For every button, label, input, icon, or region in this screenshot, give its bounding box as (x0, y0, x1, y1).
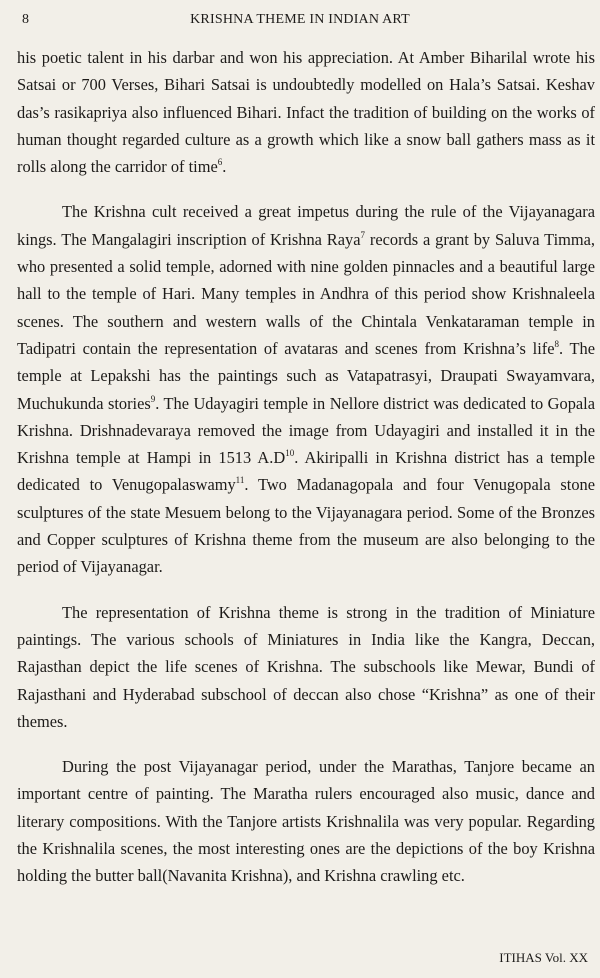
page-number: 8 (22, 12, 29, 27)
paragraph-1-text: his poetic talent in his darbar and won his appreciation. At Amber Biharilal wrote his Satsai or 700 Verses, Bihari Satsai is undoubtedly modelled on Hala’s Satsai. Keshav das’s rasikapriya also influenced Bihari. Infact the tradition of building on the works of human thought regarded culture as a growth which like a snow ball gathers mass as it rolls along the carridor of time (17, 48, 595, 177)
paragraph-2-text-d: . The Udayagiri temple in Nellore district was dedicated to Gopala Krishna. Drishnadevaraya removed the image from Udayagiri and installed it in the Krishna temple at Hampi in 1513 A.D (17, 393, 595, 468)
paragraph-2-text-a: The Krishna cult received a great impetus during the rule of the Vijayanagara kings. The Mangalagiri inscription of Krishna Raya (17, 202, 595, 249)
paragraph-2-text-b: records a grant by Saluva Timma, who presented a solid temple, adorned with nine golden pinnacles and a beautiful large hall to the temple of Hari. Many temples in Andhra of this period show Krishnaleela scenes. The southern and western walls of the Chintala Venkataraman temple in Tadipatri contain the representation of avataras and scenes from Krishna’s life (17, 229, 596, 358)
paragraph-4: During the post Vijayanagar period, under the Marathas, Tanjore became an important centre of painting. The Maratha rulers encouraged also music, dance and literary compositions. With the Tanjore artists Krishnalila was very popular. Regarding the Krishnalila scenes, the most interesting ones are the depictions of the boy Krishna holding the butter ball(Navanita Krishna), and Krishna crawling etc. (17, 757, 595, 886)
footnote-ref-8: 8 (554, 338, 559, 349)
footnote-ref-9: 9 (150, 393, 156, 404)
page-header (22, 12, 578, 32)
footnote-ref-6: 6 (217, 157, 223, 168)
footnote-ref-10: 10 (285, 448, 295, 459)
paragraph-2-text-f: . Two Madanagopala and four Venugopala stone sculptures of the state Mesuem belong to the Vijayanagara period. Some of the Bronzes and Copper sculptures of Krishna theme from the museum are also belonging to the period of Vijayanagar. (17, 475, 595, 577)
journal-footer: ITIHAS Vol. XX (499, 950, 588, 965)
paragraph-2-text-c: . The temple at Lepakshi has the paintings such as Vatapatrasyi, Draupati Swayamvara, Muchukunda stories (17, 338, 595, 413)
running-title: KRISHNA THEME IN INDIAN ART (190, 12, 410, 27)
paragraph-1 (17, 44, 595, 180)
paragraph-2-text-e: . Akiripalli in Krishna district has a temple dedicated to Venugopalaswamy (17, 448, 595, 495)
footnote-ref-7: 7 (360, 229, 365, 240)
footnote-ref-11: 11 (235, 475, 245, 486)
paragraph-2 (17, 198, 595, 580)
body-text (17, 44, 595, 890)
paragraph-1-end: . (222, 157, 227, 177)
paragraph-3: The representation of Krishna theme is strong in the tradition of Miniature paintings. The various schools of Miniatures in India like the Kangra, Deccan, Rajasthan depict the life scenes of Krishna. The subschools like Mewar, Bundi of Rajasthani and Hyderabad subschool of deccan also chose “Krishna” as one of their themes. (17, 602, 595, 731)
